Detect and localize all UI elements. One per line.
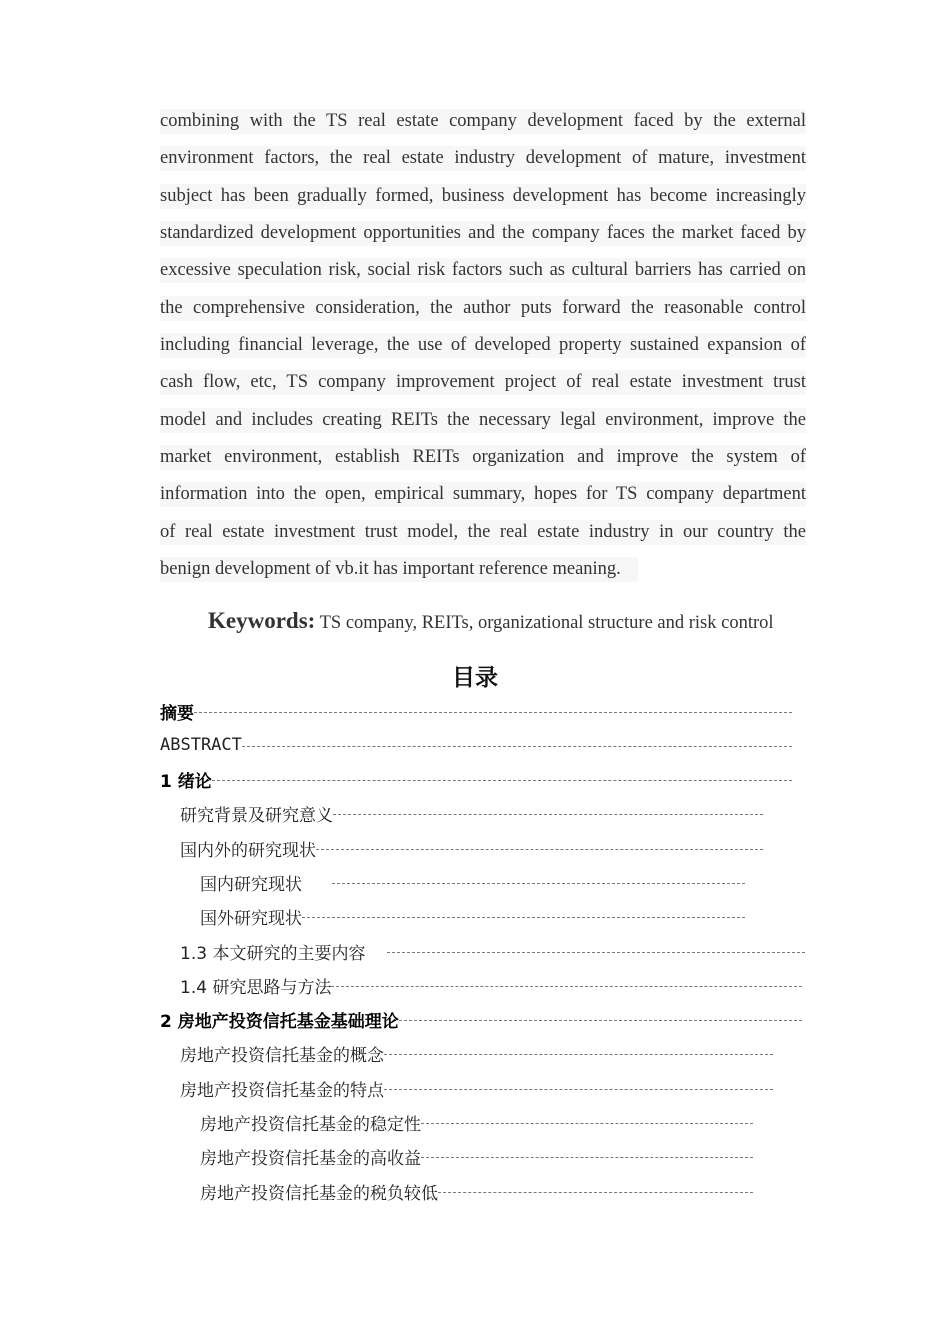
toc-entry-label: 国内外的研究现状 <box>180 840 316 861</box>
toc-leader <box>332 883 745 884</box>
toc-entry-label: 房地产投资信托基金的稳定性 <box>200 1114 421 1135</box>
toc-entry-label: 研究背景及研究意义 <box>180 805 333 826</box>
toc-leader <box>316 849 763 850</box>
toc-entry-label: 房地产投资信托基金的税负较低 <box>200 1183 438 1204</box>
toc-entry[interactable] <box>160 766 792 792</box>
toc-entry-label: 2 房地产投资信托基金基础理论 <box>160 1011 399 1032</box>
toc-leader <box>242 746 792 747</box>
abstract-line: the comprehensive consideration, the author puts forward the reasonable control <box>160 296 806 321</box>
abstract-line: standardized development opportunities and the company faces the market faced by <box>160 221 806 246</box>
abstract-line: information into the open, empirical summary, hopes for TS company department <box>160 482 806 507</box>
toc-entry[interactable] <box>180 1040 773 1066</box>
toc-leader <box>194 712 792 713</box>
toc-leader <box>212 780 792 781</box>
toc-title: 目录 <box>452 665 498 691</box>
toc-leader <box>384 1054 773 1055</box>
abstract-line: environment factors, the real estate industry development of mature, investment <box>160 146 806 171</box>
abstract-line: cash flow, etc, TS company improvement project of real estate investment trust <box>160 370 806 395</box>
keywords <box>208 608 774 634</box>
toc-leader <box>399 1020 802 1021</box>
toc-leader <box>331 986 802 987</box>
toc-entry[interactable] <box>160 1006 802 1032</box>
toc-entry[interactable] <box>200 869 745 895</box>
toc-entry[interactable] <box>200 903 745 929</box>
toc-entry-label: 1.4 研究思路与方法 <box>180 977 332 998</box>
toc-leader <box>421 1157 753 1158</box>
toc-entry[interactable] <box>160 698 792 724</box>
toc-entry[interactable] <box>180 800 763 826</box>
toc-leader <box>387 952 805 953</box>
toc-entry[interactable] <box>200 1178 753 1204</box>
toc-entry-label: 房地产投资信托基金的概念 <box>180 1045 384 1066</box>
toc-entry[interactable] <box>180 1075 773 1101</box>
abstract-line: combining with the TS real estate company development faced by the external <box>160 109 806 134</box>
keywords-text: TS company, REITs, organizational structure and risk control <box>315 613 774 633</box>
toc-entry[interactable] <box>180 938 805 964</box>
toc-entry[interactable] <box>200 1143 753 1169</box>
toc-leader <box>421 1123 753 1124</box>
toc-entry-label: 1 绪论 <box>160 771 212 792</box>
abstract-line: subject has been gradually formed, business development has become increasingly <box>160 184 806 209</box>
toc-entry-label: 房地产投资信托基金的特点 <box>180 1080 384 1101</box>
toc-entry-label: 国外研究现状 <box>200 908 302 929</box>
abstract-paragraph <box>160 109 806 594</box>
keywords-label: Keywords: <box>208 608 316 633</box>
toc-entry-label: 房地产投资信托基金的高收益 <box>200 1148 421 1169</box>
toc-entry[interactable] <box>180 972 802 998</box>
toc-leader <box>302 917 745 918</box>
toc-leader <box>384 1089 773 1090</box>
toc-entry[interactable] <box>200 1109 753 1135</box>
abstract-line: benign development of vb.it has important reference meaning. <box>160 557 806 582</box>
toc-entry-label: 1.3 本文研究的主要内容 <box>180 943 366 964</box>
abstract-line: of real estate investment trust model, the real estate industry in our country the <box>160 520 806 545</box>
abstract-line: model and includes creating REITs the necessary legal environment, improve the <box>160 408 806 433</box>
toc-entry-label: 摘要 <box>160 703 194 724</box>
toc-entry[interactable] <box>160 732 792 758</box>
toc-leader <box>333 814 763 815</box>
abstract-line: market environment, establish REITs organization and improve the system of <box>160 445 806 470</box>
abstract-line: excessive speculation risk, social risk factors such as cultural barriers has carried on <box>160 258 806 283</box>
toc-entry-label: 国内研究现状 <box>200 874 302 895</box>
toc-entry[interactable] <box>180 835 763 861</box>
toc-entry-label: ABSTRACT <box>160 735 242 755</box>
abstract-line: including financial leverage, the use of developed property sustained expansion of <box>160 333 806 358</box>
toc-leader <box>438 1192 753 1193</box>
